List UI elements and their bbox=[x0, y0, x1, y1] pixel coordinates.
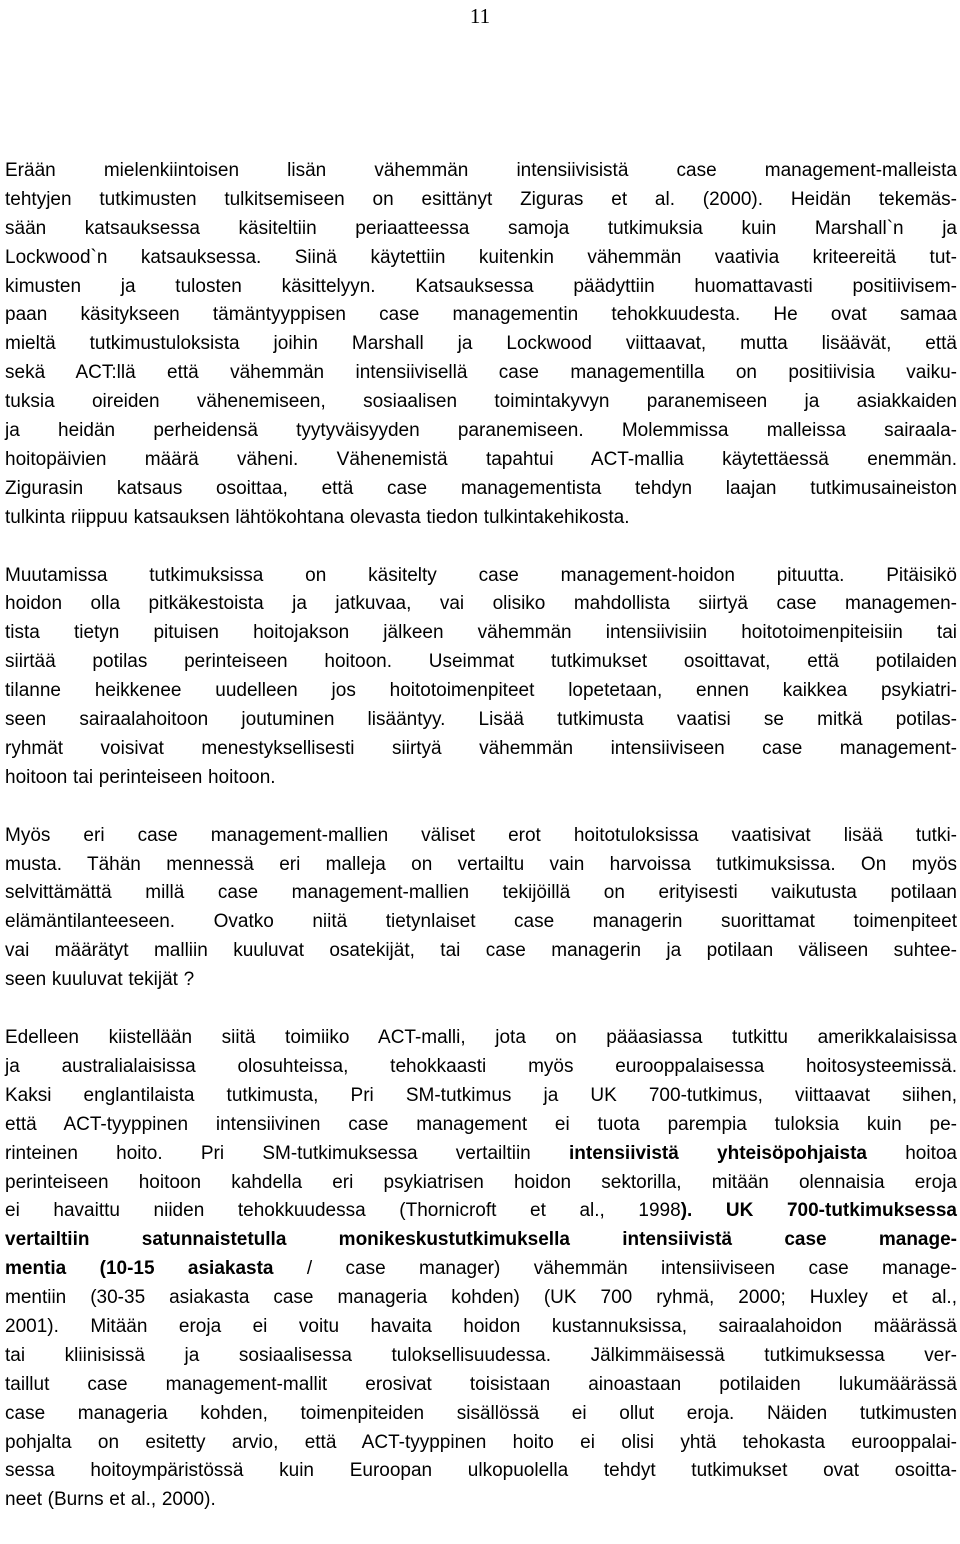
text-line: mentiin (30-35 asiakasta case manageria kohden) (UK 700 ryhmä, 2000; Huxley et al., bbox=[5, 1287, 957, 1309]
text-line: paan käsitykseen tämäntyyppisen case managementin tehokkuudesta. He ovat samaa bbox=[5, 304, 957, 326]
paragraph-2 bbox=[5, 562, 957, 793]
text-line: tista tietyn pituisen hoitojakson jälkeen vähemmän intensiivisiin hoitotoimenpiteisiin tai bbox=[5, 622, 957, 644]
text-run: ei havaittu niiden tehokkuudessa (Thornicroft et al., 1998 bbox=[5, 1200, 681, 1222]
text-line: perinteiseen hoitoon kahdella eri psykiatrisen hoidon sektorilla, mitään olennaisia eroja bbox=[5, 1171, 957, 1193]
text-line: vai määrätyt malliin kuuluvat osatekijät, tai case managerin ja potilaan väliseen suhtee- bbox=[5, 940, 957, 962]
text-line: tilanne heikkenee uudelleen jos hoitotoimenpiteet lopetetaan, ennen kaikkea psykiatri- bbox=[5, 680, 957, 702]
text-line: Kaksi englantilaista tutkimusta, Pri SM-tutkimus ja UK 700-tutkimus, viittaavat siihen, bbox=[5, 1084, 957, 1106]
bold-run: mentia (10-15 asiakasta bbox=[5, 1258, 274, 1280]
text-line: taillut case management-mallit erosivat toisistaan ainoastaan potilaiden lukumäärässä bbox=[5, 1373, 957, 1395]
bold-run: intensiivistä yhteisöpohjaista bbox=[568, 1142, 867, 1164]
text-line: tuksia oireiden vähenemiseen, sosiaalisen toimintakyvyn paranemiseen ja asiakkaiden bbox=[5, 391, 957, 413]
text-line: mieltä tutkimustuloksista joihin Marshall ja Lockwood viittaavat, mutta lisäävät, että bbox=[5, 333, 957, 355]
text-line: sekä ACT:llä että vähemmän intensiivisellä case managementilla on positiivisia vaiku- bbox=[5, 362, 957, 384]
text-line: ja heidän perheidensä tyytyväisyyden paranemiseen. Molemmissa malleissa sairaala- bbox=[5, 420, 957, 442]
text-line: ja australialaisissa olosuhteissa, tehokkaasti myös eurooppalaisessa hoitosysteemissä. bbox=[5, 1055, 957, 1077]
text-line: hoidon olla pitkäkestoista ja jatkuvaa, vai olisiko mahdollista siirtyä case managemen- bbox=[5, 593, 957, 615]
text-run: / case manager) vähemmän intensiiviseen case manage- bbox=[273, 1258, 957, 1280]
text-line: case manageria kohden, toimenpiteiden sisällössä ei ollut eroja. Näiden tutkimusten bbox=[5, 1402, 957, 1424]
text-line: elämäntilanteeseen. Ovatko niitä tietynlaiset case managerin suorittamat toimenpiteet bbox=[5, 911, 957, 933]
text-run: hoitoa bbox=[866, 1142, 957, 1164]
text-line: musta. Tähän mennessä eri malleja on vertailtu vain harvoissa tutkimuksissa. On myös bbox=[5, 853, 957, 875]
text-line: ryhmät voisivat menestyksellisesti siirtyä vähemmän intensiiviseen case management- bbox=[5, 737, 957, 759]
text-line: Erään mielenkiintoisen lisän vähemmän intensiivisistä case management-malleista bbox=[5, 160, 957, 181]
text-line: 2001). Mitään eroja ei voitu havaita hoidon kustannuksissa, sairaalahoidon määrässä bbox=[5, 1315, 957, 1337]
text-line: että ACT-tyyppinen intensiivinen case management ei tuota parempia tuloksia kuin pe- bbox=[5, 1113, 957, 1135]
text-line bbox=[5, 1255, 957, 1284]
text-line: neet (Burns et al., 2000). bbox=[5, 1489, 216, 1511]
text-run: Pri SM-tutkimuksessa vertailtiin bbox=[200, 1142, 569, 1164]
bold-run: ). UK 700-tutkimuksessa bbox=[680, 1200, 957, 1222]
text-line: Edelleen kiistellään siitä toimiiko ACT-malli, jota on pääasiassa tutkittu amerikkalaisissa bbox=[5, 1027, 957, 1049]
paragraph-3 bbox=[5, 822, 957, 995]
text-line: kimusten ja tulosten käsittelyyn. Katsauksessa päädyttiin huomattavasti positiivisem- bbox=[5, 275, 957, 297]
text-line: sessa hoitoympäristössä kuin Euroopan ulkopuolella tehdyt tutkimukset ovat osoitta- bbox=[5, 1460, 957, 1482]
text-line: hoitoon tai perinteiseen hoitoon. bbox=[5, 766, 276, 788]
text-line: Muutamissa tutkimuksissa on käsitelty case management-hoidon pituutta. Pitäisikö bbox=[5, 564, 957, 586]
document-body bbox=[5, 157, 957, 1544]
text-line bbox=[5, 1226, 957, 1255]
text-line: tai kliinisissä ja sosiaalisessa tuloksellisuudessa. Jälkimmäisessä tutkimuksessa ver- bbox=[5, 1344, 957, 1366]
text-line bbox=[5, 1140, 957, 1169]
page-number: 11 bbox=[469, 4, 491, 28]
text-line: seen sairaalahoitoon joutuminen lisääntyy. Lisää tutkimusta vaatisi se mitkä potilas- bbox=[5, 709, 957, 731]
text-line: sään katsauksessa käsiteltiin periaatteessa samoja tutkimuksia kuin Marshall`n ja bbox=[5, 217, 957, 239]
text-line: seen kuuluvat tekijät ? bbox=[5, 969, 195, 991]
text-line: Zigurasin katsaus osoittaa, että case managementista tehdyn laajan tutkimusaineiston bbox=[5, 477, 957, 499]
paragraph-4 bbox=[5, 1024, 957, 1515]
text-line: Myös eri case management-mallien väliset erot hoitotuloksissa vaatisivat lisää tutki- bbox=[5, 824, 957, 846]
bold-run: vertailtiin satunnaistetulla monikeskustutkimuksella intensiivistä case manage- bbox=[5, 1229, 957, 1251]
text-line: tulkinta riippuu katsauksen lähtökohtana olevasta tiedon tulkintakehikosta. bbox=[5, 506, 630, 528]
text-line: selvittämättä millä case management-mallien tekijöillä on erityisesti vaikutusta potilaan bbox=[5, 882, 957, 904]
text-line: hoitopäivien määrä väheni. Vähenemistä tapahtui ACT-mallia käytettäessä enemmän. bbox=[5, 448, 957, 470]
text-line: pohjalta on esitetty arvio, että ACT-tyyppinen hoito ei olisi yhtä tehokasta eurooppalai- bbox=[5, 1431, 957, 1453]
text-line: Lockwood`n katsauksessa. Siinä käytettiin kuitenkin vähemmän vaativia kriteereitä tut- bbox=[5, 246, 957, 268]
text-line: siirtää potilas perinteiseen hoitoon. Useimmat tutkimukset osoittavat, että potilaiden bbox=[5, 651, 957, 673]
paragraph-1 bbox=[5, 157, 957, 533]
text-run: rinteinen hoito. bbox=[5, 1142, 201, 1164]
text-line: tehtyjen tutkimusten tulkitsemiseen on esittänyt Ziguras et al. (2000). Heidän tekemäs- bbox=[5, 188, 957, 210]
text-line bbox=[5, 1197, 957, 1226]
